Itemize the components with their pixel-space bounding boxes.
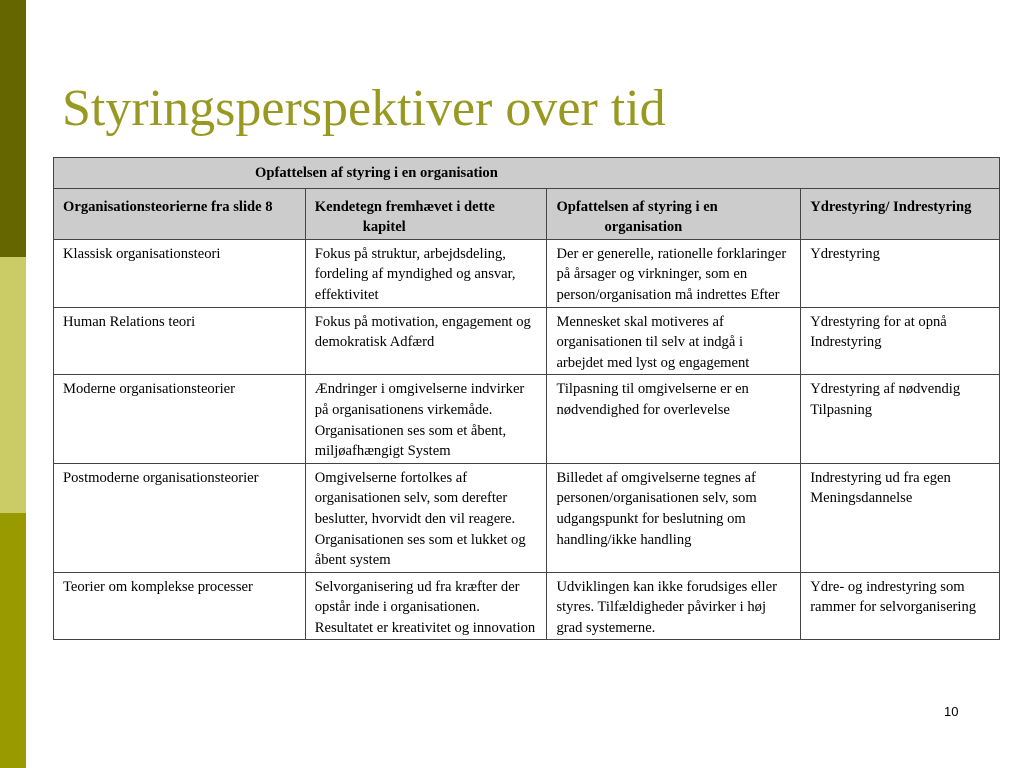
page-number: 10 xyxy=(944,704,959,719)
table-row xyxy=(54,572,1000,640)
header-opfattelsen: Opfattelsen af styring i en organisation xyxy=(556,198,718,236)
table-cell: Moderne organisationsteorier xyxy=(54,375,306,463)
slide-title: Styringsperspektiver over tid xyxy=(62,80,666,137)
table-cell: Udviklingen kan ikke forudsiges eller styres. Tilfældigheder påvirker i høj grad systemerne. xyxy=(547,572,801,640)
table-cell: Selvorganisering ud fra kræfter der opstår inde i organisationen. Resultatet er kreativitet og innovation xyxy=(305,572,547,640)
table-cell: Indrestyring ud fra egen Meningsdannelse xyxy=(801,463,1000,572)
table-cell: Billedet af omgivelserne tegnes af personen/organisationen selv, som udgangspunkt for beslutning om handling/ikke handling xyxy=(547,463,801,572)
header-cell xyxy=(305,188,547,239)
table-caption: Opfattelsen af styring i en organisation xyxy=(255,165,498,181)
table-row xyxy=(54,375,1000,463)
table-cell: Ydrestyring for at opnå Indrestyring xyxy=(801,307,1000,375)
table-cell: Ydrestyring xyxy=(801,239,1000,307)
header-teorier: Organisationsteorierne fra slide 8 xyxy=(63,198,273,215)
table-cell: Tilpasning til omgivelserne er en nødvendighed for overlevelse xyxy=(547,375,801,463)
table-cell: Klassisk organisationsteori xyxy=(54,239,306,307)
table-row xyxy=(54,307,1000,375)
sidebar-decoration-middle xyxy=(0,257,26,513)
sidebar-decoration-top xyxy=(0,0,26,257)
table-cell: Ændringer i omgivelserne indvirker på organisationens virkemåde. Organisationen ses som et åbent, miljøafhængigt System xyxy=(305,375,547,463)
header-kendetegn: Kendetegn fremhævet i dette kapitel xyxy=(314,198,495,236)
table-cell: Postmoderne organisationsteorier xyxy=(54,463,306,572)
table-cell: Mennesket skal motiveres af organisationen til selv at indgå i arbejdet med lyst og engagement xyxy=(547,307,801,375)
table-cell: Human Relations teori xyxy=(54,307,306,375)
table-header-row xyxy=(54,188,1000,239)
table-cell: Omgivelserne fortolkes af organisationen selv, som derefter beslutter, hvorvidt den vil reagere. Organisationen ses som et lukket og åbent system xyxy=(305,463,547,572)
table-cell: Fokus på struktur, arbejdsdeling, fordeling af myndighed og ansvar, effektivitet xyxy=(305,239,547,307)
table-row xyxy=(54,463,1000,572)
table-cell: Ydre- og indrestyring som rammer for selvorganisering xyxy=(801,572,1000,640)
table-caption-cell xyxy=(54,158,1000,189)
table-cell: Der er generelle, rationelle forklaringer på årsager og virkninger, som en person/organisation må indrettes Efter xyxy=(547,239,801,307)
header-cell xyxy=(54,188,306,239)
table-row xyxy=(54,239,1000,307)
table-cell: Fokus på motivation, engagement og demokratisk Adfærd xyxy=(305,307,547,375)
header-cell xyxy=(547,188,801,239)
table-cell: Ydrestyring af nødvendig Tilpasning xyxy=(801,375,1000,463)
styring-table xyxy=(53,157,1000,640)
table-cell: Teorier om komplekse processer xyxy=(54,572,306,640)
header-ydre-indrestyring: Ydrestyring/ Indrestyring xyxy=(810,198,972,215)
table-caption-row xyxy=(54,158,1000,189)
header-cell xyxy=(801,188,1000,239)
sidebar-decoration-bottom xyxy=(0,513,26,768)
